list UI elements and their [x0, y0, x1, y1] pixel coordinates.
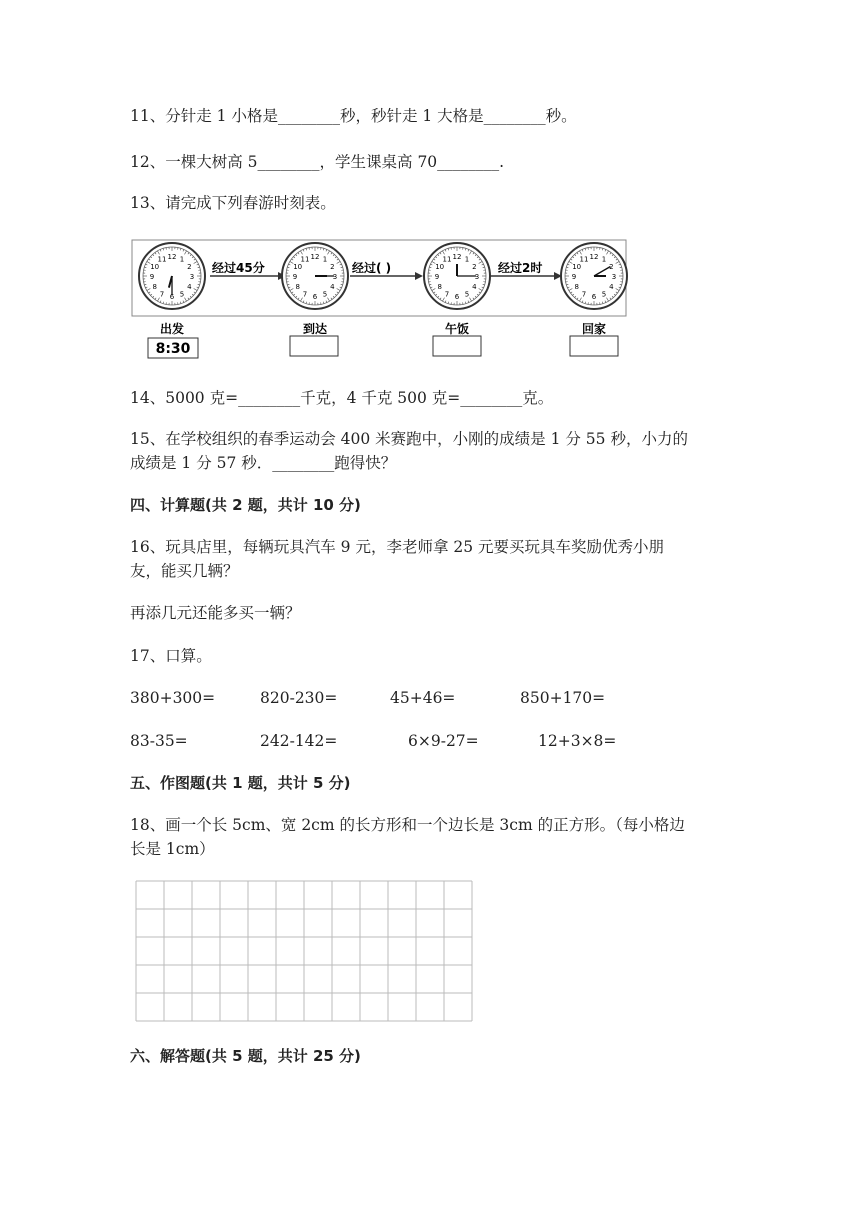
- question-13: 13、请完成下列春游时刻表。: [130, 194, 336, 212]
- clock-numeral: 8: [574, 283, 579, 291]
- clock-numeral: 6: [312, 293, 318, 301]
- clock-numeral: 9: [434, 273, 440, 281]
- clock-numeral: 3: [611, 273, 617, 281]
- arrow-2: [350, 260, 423, 280]
- clock-numeral: 2: [472, 263, 477, 271]
- clock-numeral: 3: [189, 273, 195, 281]
- clock-numeral: 1: [601, 255, 607, 264]
- clock-numeral: 11: [442, 255, 452, 264]
- time-box-home: [570, 336, 618, 356]
- clock-numeral: 10: [435, 263, 445, 271]
- clock-numeral: 11: [157, 255, 167, 264]
- question-11: 11、分针走 1 小格是________秒，秒针走 1 大格是________秒。: [130, 107, 577, 125]
- clock-numeral: 8: [437, 283, 442, 291]
- drawing-grid[interactable]: [135, 880, 475, 1024]
- clock-numeral: 4: [330, 283, 335, 291]
- clock-numeral: 8: [295, 283, 300, 291]
- clock-label-depart: 出发: [159, 322, 185, 336]
- clock-label-arrive: 到达: [302, 322, 328, 336]
- question-16-line1: 16、玩具店里，每辆玩具汽车 9 元，李老师拿 25 元要买玩具车奖励优秀小朋: [130, 538, 665, 556]
- clock-numeral: 2: [609, 263, 614, 271]
- clock-numeral: 1: [464, 255, 470, 264]
- calc-item: 83-35=: [130, 732, 188, 750]
- clock-face-icon: [424, 243, 490, 309]
- clock-numeral: 7: [444, 290, 450, 299]
- arrow-label-3: 经过2时: [498, 261, 543, 275]
- question-15-line2: 成绩是 1 分 57 秒．________跑得快？: [130, 454, 397, 472]
- calc-item: 45+46=: [390, 689, 456, 707]
- clock-numeral: 2: [187, 263, 192, 271]
- question-16-line2: 友，能买几辆？: [130, 562, 239, 580]
- clock-numeral: 11: [300, 255, 310, 264]
- start-time: 8:30: [155, 341, 191, 357]
- arrow-1: [210, 260, 286, 280]
- time-box-arrive: [290, 336, 338, 356]
- time-box-lunch: [433, 336, 481, 356]
- calc-item: 820-230=: [260, 689, 338, 707]
- calc-item: 6×9-27=: [408, 732, 479, 750]
- clock-numeral: 12: [310, 253, 320, 261]
- clock-numeral: 9: [292, 273, 298, 281]
- clock-numeral: 10: [150, 263, 160, 271]
- section-5-heading: 五、作图题(共 1 题，共计 5 分): [130, 774, 351, 792]
- question-14: 14、5000 克=________千克，4 千克 500 克=________克。: [130, 389, 554, 407]
- calc-item: 850+170=: [520, 689, 606, 707]
- clock-face-icon: [561, 243, 627, 309]
- clock-numeral: 5: [322, 290, 328, 299]
- clock-numeral: 4: [609, 283, 614, 291]
- clock-numeral: 7: [581, 290, 587, 299]
- clock-numeral: 6: [169, 293, 175, 301]
- spring-trip-schedule-figure: [130, 236, 630, 361]
- calc-item: 12+3×8=: [538, 732, 617, 750]
- clock-numeral: 5: [601, 290, 607, 299]
- clock-numeral: 5: [464, 290, 470, 299]
- arrow-label-1: 经过45分: [212, 261, 265, 275]
- clock-numeral: 6: [454, 293, 460, 301]
- question-18-line2: 长是 1cm）: [130, 840, 215, 858]
- clock-numeral: 5: [179, 290, 185, 299]
- clock-numeral: 10: [293, 263, 303, 271]
- arrow-3: [490, 260, 562, 280]
- question-15-line1: 15、在学校组织的春季运动会 400 米赛跑中，小刚的成绩是 1 分 55 秒，小力的: [130, 430, 688, 448]
- clock-numeral: 4: [472, 283, 477, 291]
- clock-numeral: 2: [330, 263, 335, 271]
- clock-label-lunch: 午饭: [444, 322, 470, 336]
- clock-numeral: 1: [179, 255, 185, 264]
- clock-numeral: 3: [332, 273, 338, 281]
- clock-numeral: 3: [474, 273, 480, 281]
- clock-numeral: 12: [452, 253, 462, 261]
- clock-face-icon: [282, 243, 348, 309]
- section-6-heading: 六、解答题(共 5 题，共计 25 分): [130, 1047, 361, 1065]
- clock-numeral: 9: [149, 273, 155, 281]
- calc-item: 242-142=: [260, 732, 338, 750]
- clock-numeral: 12: [589, 253, 599, 261]
- clock-face-icon: [139, 243, 205, 309]
- calc-item: 380+300=: [130, 689, 216, 707]
- clock-numeral: 4: [187, 283, 192, 291]
- clock-label-home: 回家: [581, 322, 607, 336]
- clock-numeral: 11: [579, 255, 589, 264]
- clock-numeral: 7: [302, 290, 308, 299]
- clock-numeral: 7: [159, 290, 165, 299]
- question-12: 12、一棵大树高 5________，学生课桌高 70________.: [130, 153, 505, 171]
- clock-numeral: 12: [167, 253, 177, 261]
- arrow-label-2: 经过( ): [352, 261, 392, 275]
- question-16-line3: 再添几元还能多买一辆？: [130, 604, 301, 622]
- clock-numeral: 1: [322, 255, 328, 264]
- section-4-heading: 四、计算题(共 2 题，共计 10 分): [130, 496, 361, 514]
- question-17: 17、口算。: [130, 647, 212, 665]
- question-18-line1: 18、画一个长 5cm、宽 2cm 的长方形和一个边长是 3cm 的正方形。（每小格边: [130, 816, 685, 834]
- clock-numeral: 10: [572, 263, 582, 271]
- clock-numeral: 9: [571, 273, 577, 281]
- clock-numeral: 8: [152, 283, 157, 291]
- clock-numeral: 6: [591, 293, 597, 301]
